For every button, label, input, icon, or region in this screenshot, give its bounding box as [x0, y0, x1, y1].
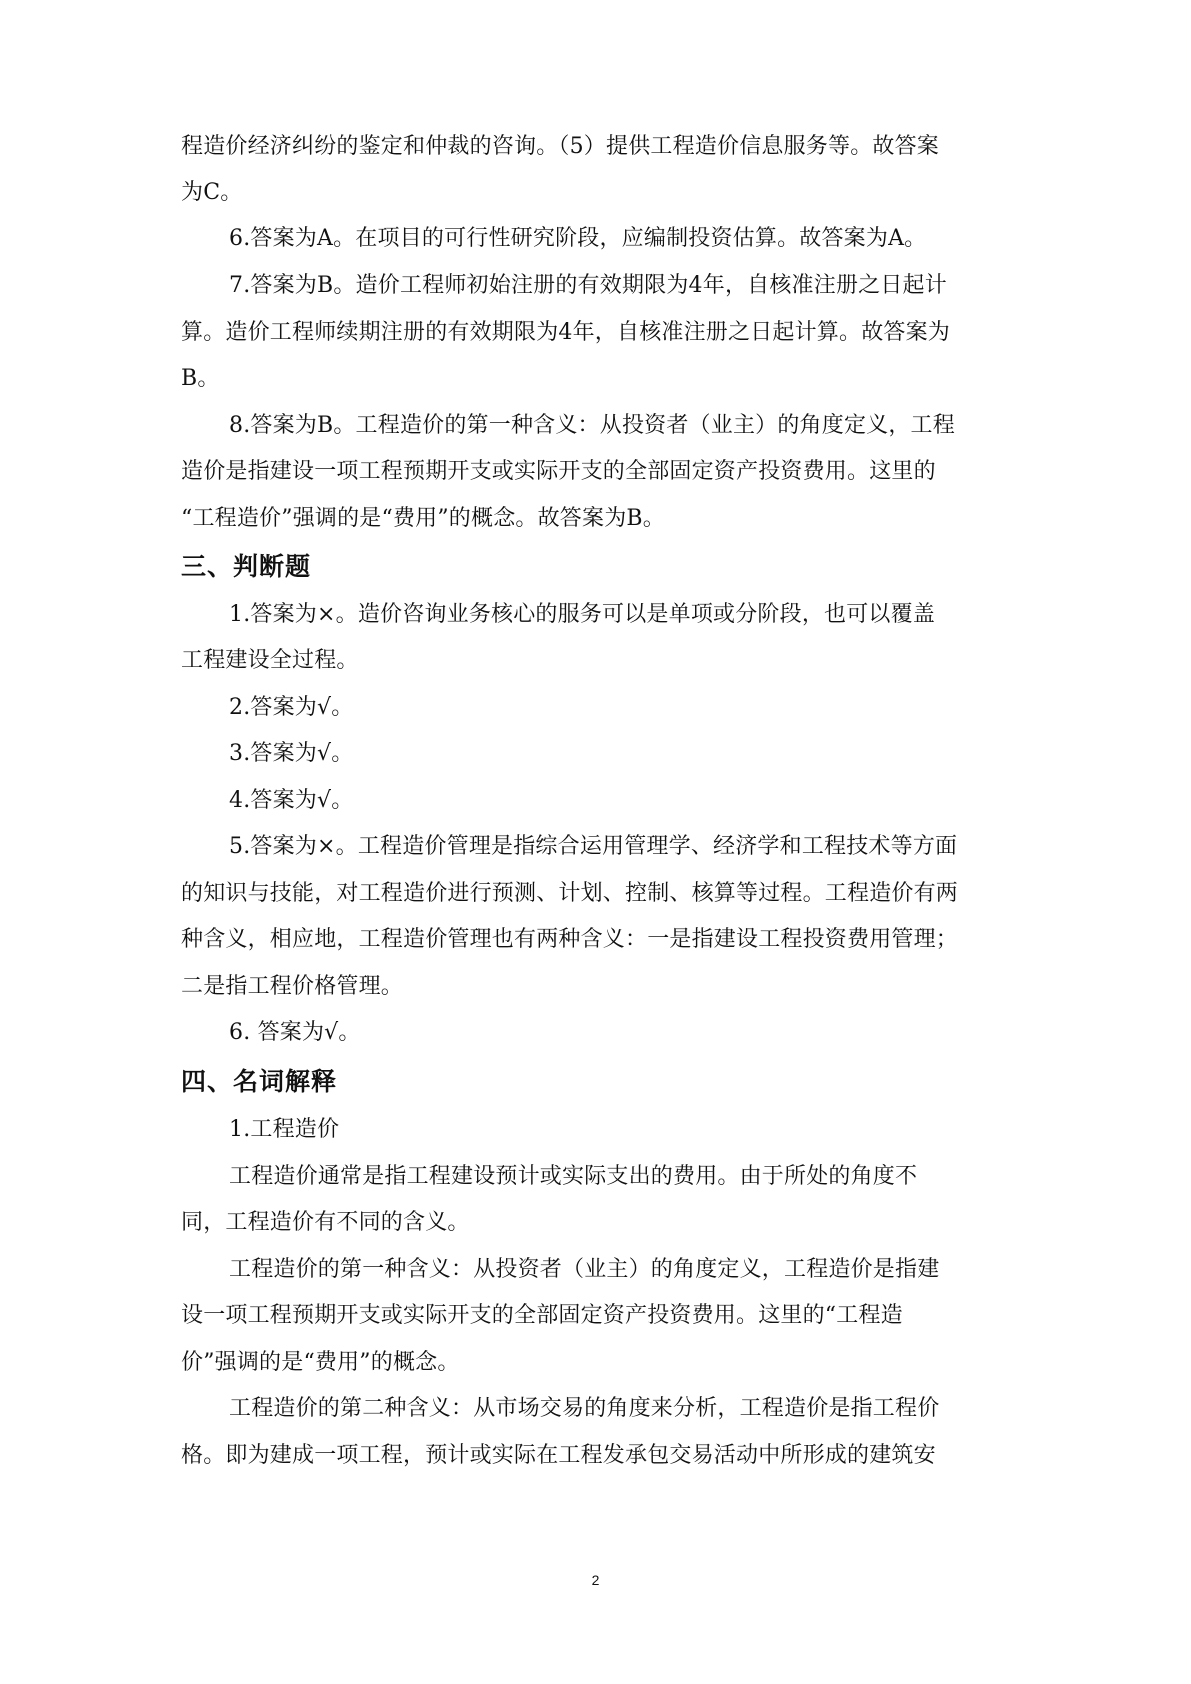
text-line: 程造价经济纠纷的鉴定和仲裁的咨询。（5）提供工程造价信息服务等。故答案 [181, 134, 939, 159]
text-line: “工程造价”强调的是“费用”的概念。故答案为B。 [181, 506, 665, 531]
text-line: 同，工程造价有不同的含义。 [181, 1210, 470, 1235]
text-line: 4.答案为√。 [229, 788, 354, 813]
text-line: 种含义，相应地，工程造价管理也有两种含义：一是指建设工程投资费用管理； [181, 927, 959, 952]
page-number: 2 [591, 1572, 600, 1588]
text-line: 价”强调的是“费用”的概念。 [181, 1350, 460, 1375]
text-line: 工程造价的第二种含义：从市场交易的角度来分析，工程造价是指工程价 [229, 1396, 940, 1421]
text-line: 5.答案为×。工程造价管理是指综合运用管理学、经济学和工程技术等方面 [229, 834, 958, 859]
text-line: 设一项工程预期开支或实际开支的全部固定资产投资费用。这里的“工程造 [181, 1303, 903, 1328]
text-line: 工程造价的第一种含义：从投资者（业主）的角度定义，工程造价是指建 [229, 1257, 940, 1282]
text-line: 6. 答案为√。 [229, 1020, 361, 1045]
text-line: 8.答案为B。工程造价的第一种含义：从投资者（业主）的角度定义，工程 [229, 413, 955, 438]
text-line: 为C。 [181, 180, 243, 205]
text-line: 工程建设全过程。 [181, 648, 359, 673]
text-line: B。 [181, 366, 220, 391]
text-line: 造价是指建设一项工程预期开支或实际开支的全部固定资产投资费用。这里的 [181, 459, 936, 484]
section-heading: 四、名词解释 [181, 1067, 338, 1096]
text-line: 7.答案为B。造价工程师初始注册的有效期限为4年，自核准注册之日起计 [229, 273, 947, 298]
text-line: 的知识与技能，对工程造价进行预测、计划、控制、核算等过程。工程造价有两 [181, 881, 959, 906]
text-line: 6.答案为A。在项目的可行性研究阶段，应编制投资估算。故答案为A。 [229, 226, 927, 251]
text-line: 3.答案为√。 [229, 741, 354, 766]
text-line: 1.工程造价 [229, 1117, 340, 1142]
text-line: 1.答案为×。造价咨询业务核心的服务可以是单项或分阶段，也可以覆盖 [229, 602, 936, 627]
text-line: 二是指工程价格管理。 [181, 974, 404, 999]
text-line: 工程造价通常是指工程建设预计或实际支出的费用。由于所处的角度不 [229, 1164, 918, 1189]
section-heading: 三、判断题 [181, 552, 312, 581]
text-line: 格。即为建成一项工程，预计或实际在工程发承包交易活动中所形成的建筑安 [181, 1443, 936, 1468]
text-line: 2.答案为√。 [229, 695, 354, 720]
text-line: 算。造价工程师续期注册的有效期限为4年，自核准注册之日起计算。故答案为 [181, 320, 950, 345]
